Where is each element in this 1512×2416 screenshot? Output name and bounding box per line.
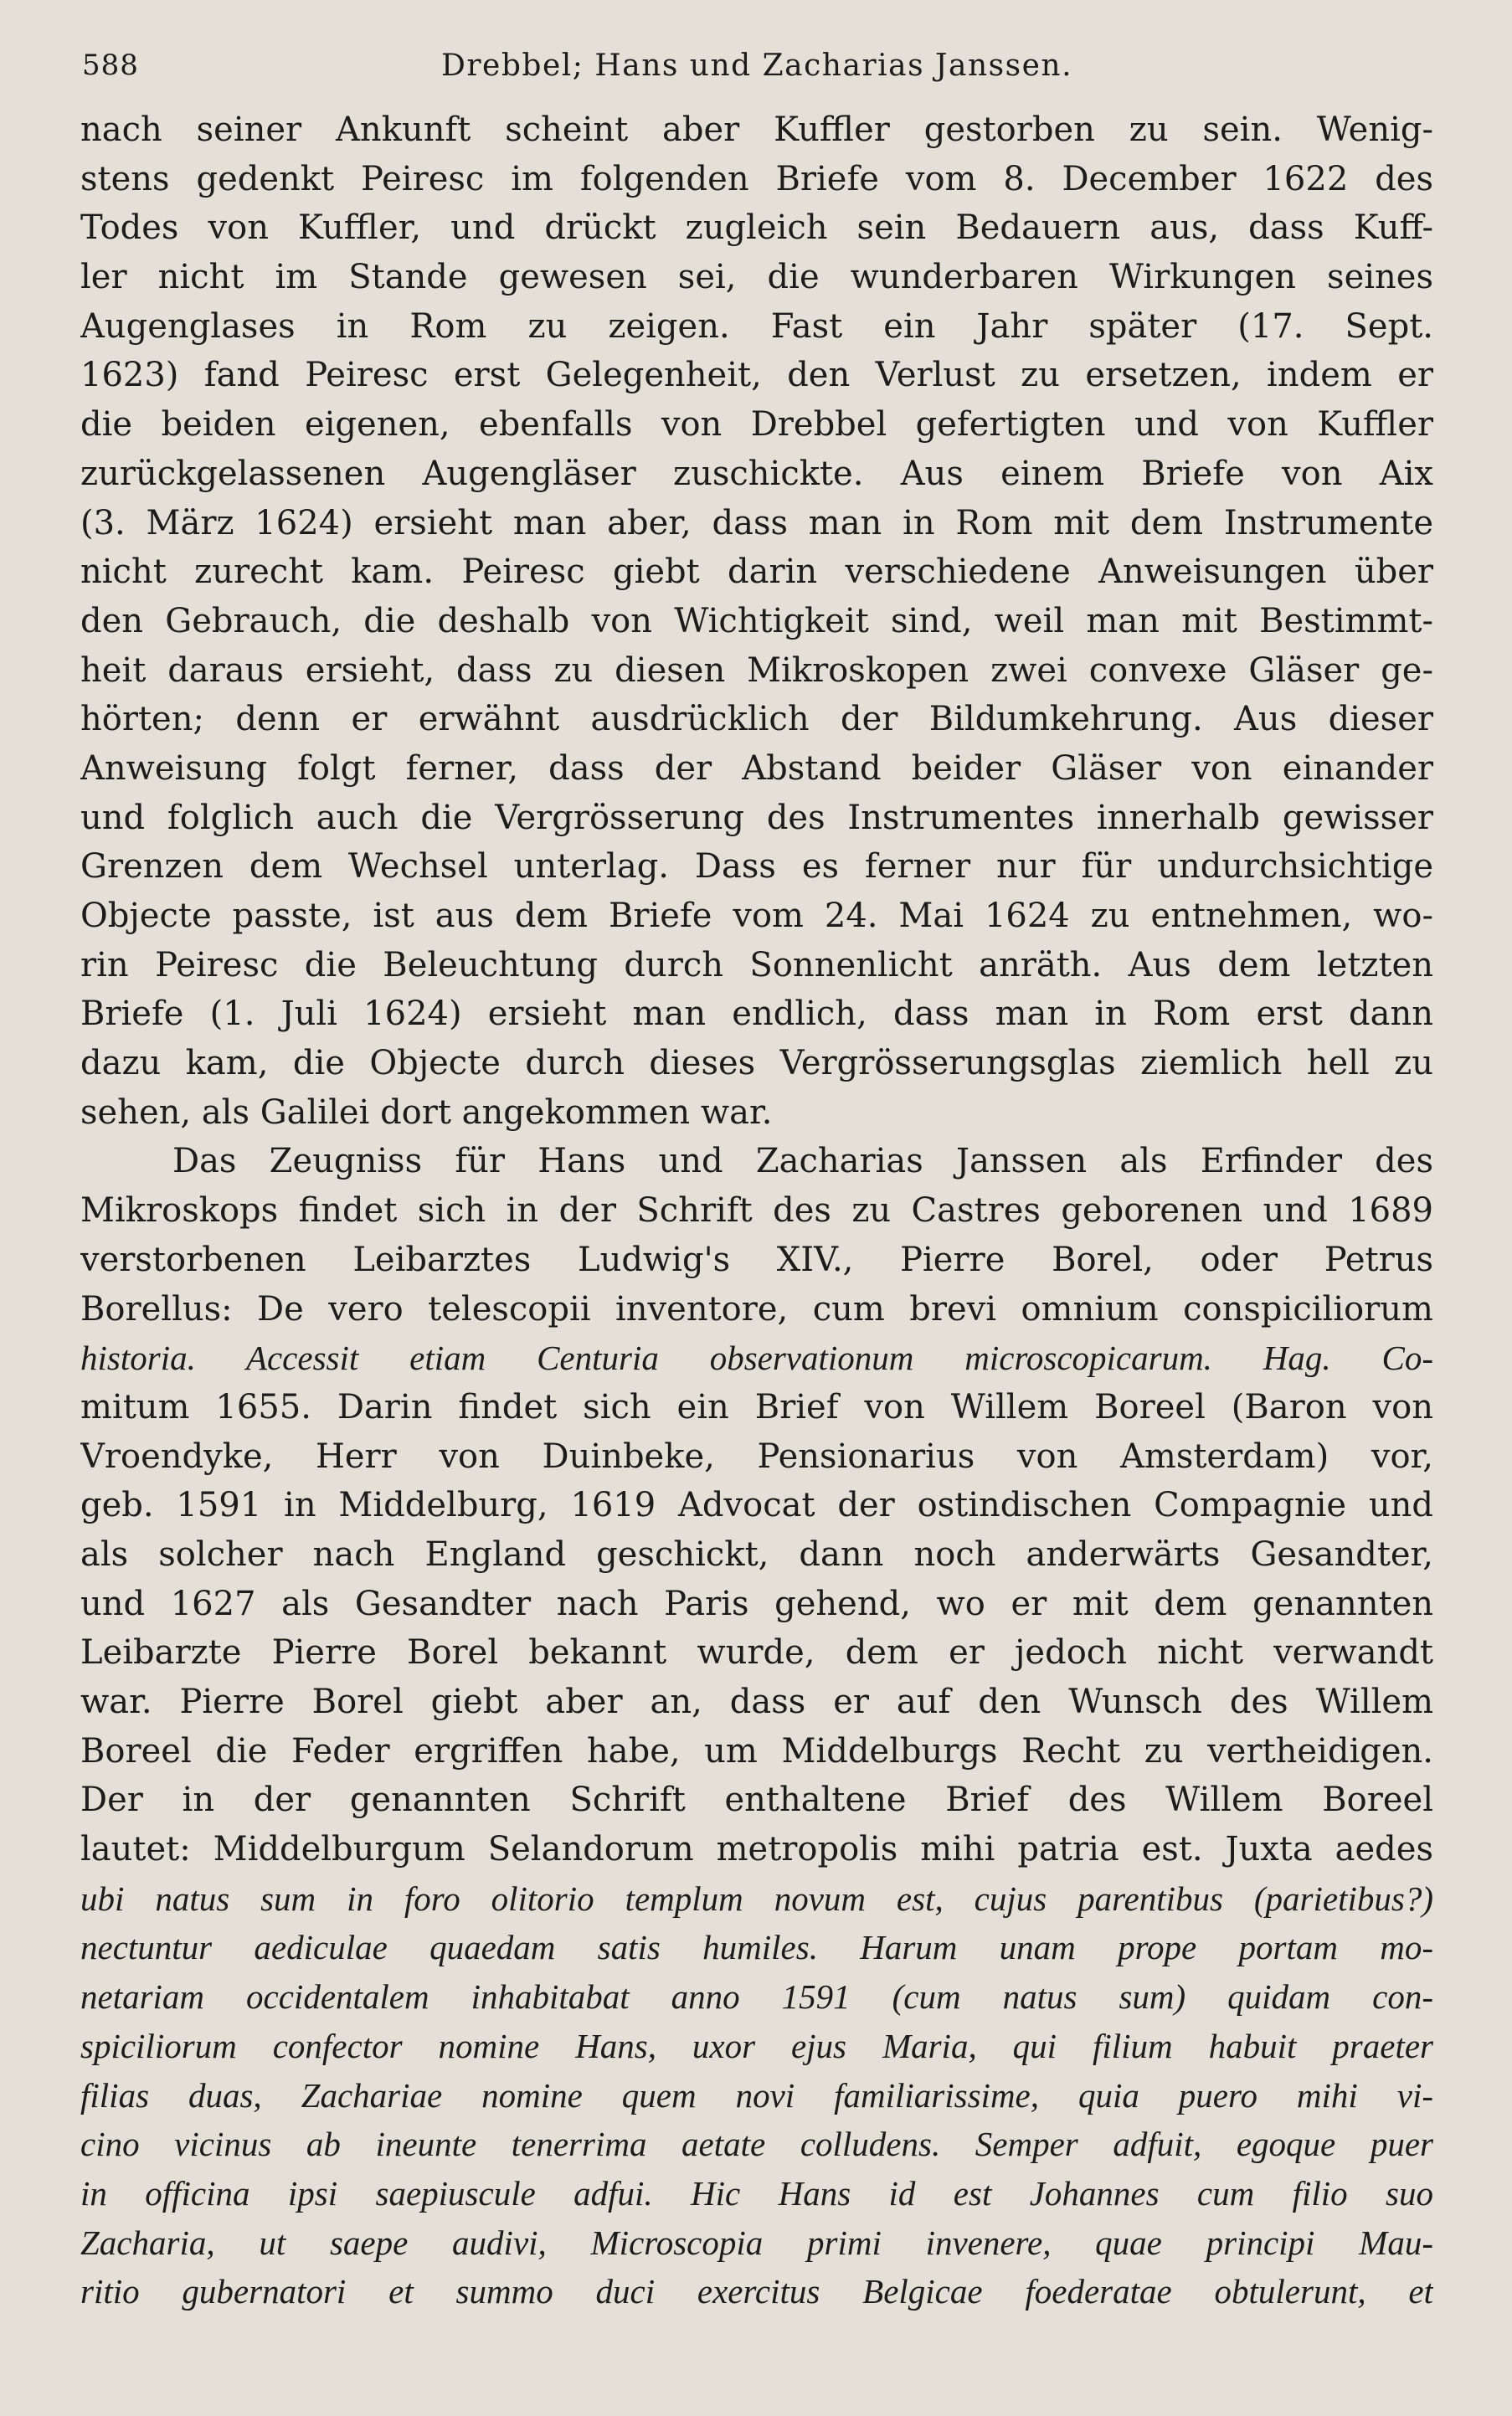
text-line: Zacharia, ut saepe audivi, Microscopia primi invenere, quae principi Mau- — [80, 2223, 1433, 2262]
text-line: die beiden eigenen, ebenfalls von Drebbel gefertigten und von Kuffler — [80, 405, 1433, 445]
text-line: und 1627 als Gesandter nach Paris gehend, wo er mit dem genannten — [80, 1584, 1433, 1623]
text-line: lautet: Middelburgum Selandorum metropolis mihi patria est. Juxta aedes — [80, 1830, 1433, 1869]
text-line: stens gedenkt Peiresc im folgenden Briefe vom 8. December 1622 des — [80, 159, 1433, 198]
text-line: heit daraus ersieht, dass zu diesen Mikroskopen zwei convexe Gläser ge- — [80, 650, 1433, 690]
text-line: nectuntur aediculae quaedam satis humiles. Harum unam prope portam mo- — [80, 1928, 1433, 1967]
body-text — [80, 105, 1433, 2316]
text-line: Mikroskops findet sich in der Schrift des zu Castres geborenen und 1689 — [80, 1191, 1433, 1231]
page-number: 588 — [82, 49, 139, 82]
text-line: Borellus: De vero telescopii inventore, cum brevi omnium conspiciliorum — [80, 1289, 1433, 1329]
text-line: und folglich auch die Vergrösserung des Instrumentes innerhalb gewisser — [80, 798, 1433, 837]
text-line: nach seiner Ankunft scheint aber Kuffler gestorben zu sein. Wenig- — [80, 111, 1433, 149]
text-line: netariam occidentalem inhabitabat anno 1591 (cum natus sum) quidam con- — [80, 1977, 1433, 2017]
text-line: spiciliorum confector nomine Hans, uxor ejus Maria, qui filium habuit praeter — [80, 2026, 1433, 2065]
text-line: den Gebrauch, die deshalb von Wichtigkeit sind, weil man mit Bestimmt- — [80, 601, 1433, 640]
text-line: Der in der genannten Schrift enthaltene Brief des Willem Boreel — [80, 1781, 1433, 1820]
text-line: Vroendyke, Herr von Duinbeke, Pensionarius von Amsterdam) vor, — [80, 1437, 1433, 1476]
text-line: Todes von Kuffler, und drückt zugleich sein Bedauern aus, dass Kuff- — [80, 208, 1433, 248]
text-line: cino vicinus ab ineunte tenerrima aetate colludens. Semper adfuit, egoque puer — [80, 2125, 1433, 2164]
text-line: Objecte passte, ist aus dem Briefe vom 24. Mai 1624 zu entnehmen, wo- — [80, 897, 1433, 935]
text-line: ler nicht im Stande gewesen sei, die wunderbaren Wirkungen seines — [80, 258, 1433, 297]
text-line: in officina ipsi saepiuscule adfui. Hic Hans id est Johannes cum filio suo — [80, 2173, 1433, 2213]
text-line: Augenglases in Rom zu zeigen. Fast ein Jahr später (17. Sept. — [80, 306, 1433, 346]
text-line: Anweisung folgt ferner, dass der Abstand beider Gläser von einander — [80, 748, 1433, 788]
text-line: Leibarzte Pierre Borel bekannt wurde, dem er jedoch nicht verwandt — [80, 1633, 1433, 1673]
text-line: verstorbenen Leibarztes Ludwig's XIV., Pierre Borel, oder Petrus — [80, 1240, 1433, 1279]
text-line: dazu kam, die Objecte durch dieses Vergrösserungsglas ziemlich hell zu — [80, 1044, 1433, 1083]
text-line: ritio gubernatori et summo duci exercitus Belgicae foederatae obtulerunt, et — [80, 2272, 1433, 2311]
text-line: mitum 1655. Darin findet sich ein Brief von Willem Boreel (Baron von — [80, 1387, 1433, 1426]
text-line: war. Pierre Borel giebt aber an, dass er auf den Wunsch des Willem — [80, 1683, 1433, 1721]
text-line: zurückgelassenen Augengläser zuschickte. Aus einem Briefe von Aix — [80, 454, 1433, 493]
text-line: Boreel die Feder ergriffen habe, um Middelburgs Recht zu vertheidigen. — [80, 1731, 1433, 1771]
text-line: (3. März 1624) ersieht man aber, dass man in Rom mit dem Instrumente — [80, 503, 1433, 542]
text-line: rin Peiresc die Beleuchtung durch Sonnenlicht anräth. Aus dem letzten — [80, 945, 1433, 984]
text-line: geb. 1591 in Middelburg, 1619 Advocat der ostindischen Compagnie und — [80, 1486, 1433, 1525]
text-line: 1623) fand Peiresc erst Gelegenheit, den Verlust zu ersetzen, indem er — [80, 356, 1433, 395]
text-line: Das Zeugniss für Hans und Zacharias Janssen als Erfinder des — [172, 1142, 1433, 1181]
text-line: sehen, als Galilei dort angekommen war. — [80, 1092, 773, 1132]
text-line: hörten; denn er erwähnt ausdrücklich der Bildumkehrung. Aus dieser — [80, 700, 1433, 739]
page-header — [82, 44, 1432, 94]
text-line: historia. Accessit etiam Centuria observationum microscopicarum. Hag. Co- — [80, 1339, 1433, 1378]
text-line: nicht zurecht kam. Peiresc giebt darin verschiedene Anweisungen über — [80, 553, 1433, 592]
text-line: Grenzen dem Wechsel unterlag. Dass es ferner nur für undurchsichtige — [80, 847, 1433, 887]
text-line: filias duas, Zachariae nomine quem novi familiarissime, quia puero mihi vi- — [80, 2075, 1433, 2115]
text-line: Briefe (1. Juli 1624) ersieht man endlich, dass man in Rom erst dann — [80, 995, 1433, 1034]
running-title: Drebbel; Hans und Zacharias Janssen. — [440, 49, 1073, 83]
text-line: ubi natus sum in foro olitorio templum novum est, cujus parentibus (parietibus?) — [80, 1879, 1433, 1918]
text-line: als solcher nach England geschickt, dann noch anderwärts Gesandter, — [80, 1534, 1433, 1574]
